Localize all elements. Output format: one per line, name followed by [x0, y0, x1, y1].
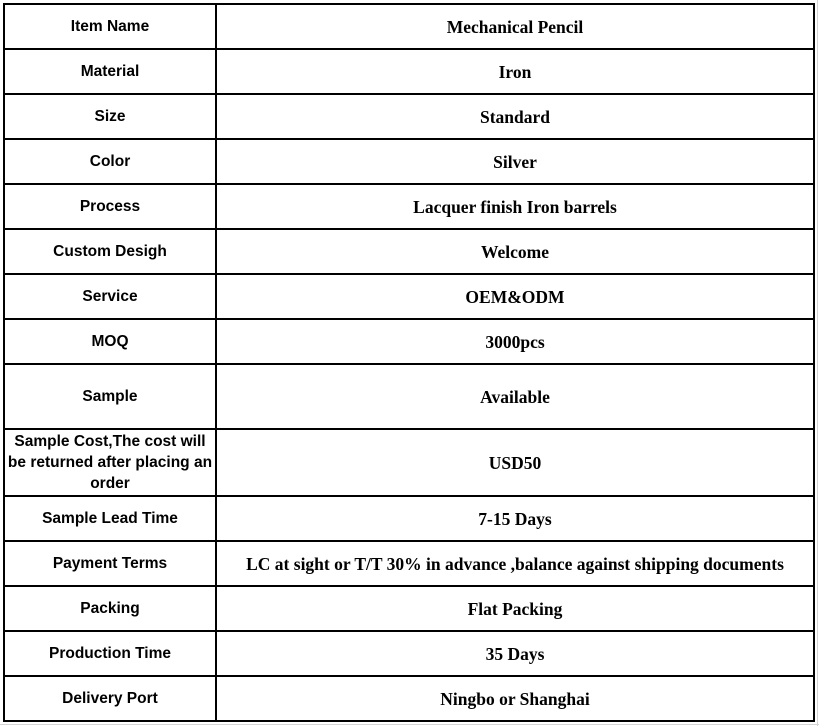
row-label: Color — [4, 139, 216, 184]
row-value: 3000pcs — [216, 319, 814, 364]
table-row — [4, 139, 814, 184]
row-label: Size — [4, 94, 216, 139]
spec-table — [3, 3, 815, 722]
row-value: USD50 — [216, 429, 814, 496]
table-row — [4, 676, 814, 721]
table-row — [4, 496, 814, 541]
row-value: Welcome — [216, 229, 814, 274]
table-row — [4, 94, 814, 139]
row-label: Production Time — [4, 631, 216, 676]
row-value: Available — [216, 364, 814, 429]
table-row — [4, 541, 814, 586]
row-value: OEM&ODM — [216, 274, 814, 319]
row-label: Sample Lead Time — [4, 496, 216, 541]
row-label: Sample Cost,The cost will be returned after placing an order — [4, 429, 216, 496]
table-row — [4, 429, 814, 496]
row-value: Mechanical Pencil — [216, 4, 814, 49]
row-value: Lacquer finish Iron barrels — [216, 184, 814, 229]
gridline-right — [817, 0, 818, 726]
row-value: Flat Packing — [216, 586, 814, 631]
table-row — [4, 184, 814, 229]
row-label: Sample — [4, 364, 216, 429]
row-value: 35 Days — [216, 631, 814, 676]
row-label: Service — [4, 274, 216, 319]
table-row — [4, 364, 814, 429]
row-label: MOQ — [4, 319, 216, 364]
table-row — [4, 631, 814, 676]
gridline-bottom — [0, 724, 819, 725]
row-value: Silver — [216, 139, 814, 184]
row-label: Process — [4, 184, 216, 229]
table-row — [4, 49, 814, 94]
table-row — [4, 274, 814, 319]
row-value: LC at sight or T/T 30% in advance ,balance against shipping documents — [216, 541, 814, 586]
table-row — [4, 4, 814, 49]
table-row — [4, 586, 814, 631]
row-value: 7-15 Days — [216, 496, 814, 541]
table-row — [4, 229, 814, 274]
row-label: Packing — [4, 586, 216, 631]
row-label: Custom Desigh — [4, 229, 216, 274]
row-label: Item Name — [4, 4, 216, 49]
row-value: Standard — [216, 94, 814, 139]
row-label: Material — [4, 49, 216, 94]
row-label: Payment Terms — [4, 541, 216, 586]
table-row — [4, 319, 814, 364]
row-value: Iron — [216, 49, 814, 94]
row-value: Ningbo or Shanghai — [216, 676, 814, 721]
row-label: Delivery Port — [4, 676, 216, 721]
